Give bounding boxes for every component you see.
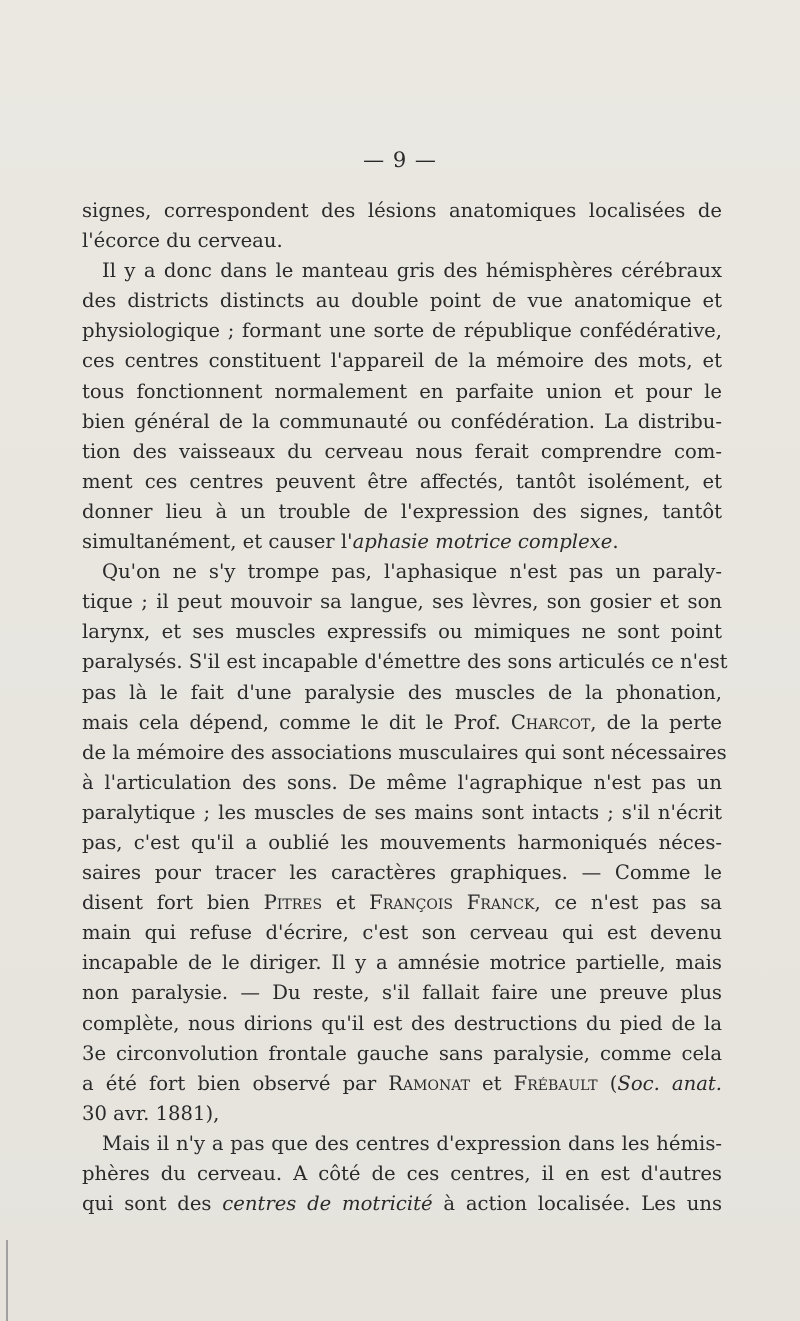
- page-edge-shadow: [6, 1240, 8, 1321]
- body-text: [82, 196, 728, 1219]
- text-line: 30 avr. 1881),: [82, 1101, 220, 1125]
- text-line: l'écorce du cerveau.: [82, 229, 283, 253]
- text-line: ment ces centres peuvent être affectés, tantôt isolément, et: [82, 469, 722, 493]
- text-line: saires pour tracer les caractères graphiques. — Comme le: [82, 861, 722, 885]
- text-line: signes, correspondent des lésions anatomiques localisées de: [82, 199, 722, 222]
- text-line: non paralysie. — Du reste, s'il fallait faire une preuve plus: [82, 981, 722, 1005]
- citation: Soc. anat.: [617, 1071, 722, 1095]
- text-line: paralytique ; les muscles de ses mains sont intacts ; s'il n'écrit: [82, 800, 722, 824]
- text-line: 3e circonvolution frontale gauche sans paralysie, comme cela: [82, 1041, 722, 1065]
- text-line: paralysés. S'il est incapable d'émettre des sons articulés ce n'est: [82, 650, 728, 674]
- paragraph-start-line: Il y a donc dans le manteau gris des hémisphères cérébraux: [102, 259, 722, 283]
- text-line: des districts distincts au double point de vue anatomique et: [82, 289, 722, 313]
- italic-term: centres de motricité: [222, 1192, 433, 1216]
- paragraph-start-line: Mais il n'y a pas que des centres d'expression dans les hémis-: [102, 1131, 722, 1155]
- text-line: ces centres constituent l'appareil de la mémoire des mots, et: [82, 349, 722, 373]
- text-line: simultanément, et causer l'aphasie motrice complexe.: [82, 530, 619, 554]
- text-line: de la mémoire des associations musculaires qui sont nécessaires: [82, 740, 727, 764]
- author-name: François Franck: [369, 891, 535, 915]
- author-name: Frébault: [513, 1071, 598, 1095]
- text-line: phères du cerveau. A côté de ces centres, il en est d'autres: [82, 1162, 722, 1185]
- text-line: a été fort bien observé par Ramonat et Frébault (Soc. anat.: [82, 1071, 722, 1095]
- italic-term: aphasie motrice complexe: [352, 530, 613, 554]
- text-line: tion des vaisseaux du cerveau nous ferait comprendre com-: [82, 439, 722, 463]
- text-line: main qui refuse d'écrire, c'est son cerveau qui est devenu: [82, 921, 722, 945]
- text-line: larynx, et ses muscles expressifs ou mimiques ne sont point: [82, 620, 722, 644]
- text-line: pas là le fait d'une paralysie des muscles de la phonation,: [82, 680, 722, 704]
- text-line: bien général de la communauté ou confédération. La distribu-: [82, 409, 722, 433]
- text-line: physiologique ; formant une sorte de république confédérative,: [82, 319, 722, 343]
- paragraph-start-line: Qu'on ne s'y trompe pas, l'aphasique n'est pas un paraly-: [102, 560, 722, 584]
- text-line: donner lieu à un trouble de l'expression des signes, tantôt: [82, 499, 722, 523]
- text-line: tique ; il peut mouvoir sa langue, ses lèvres, son gosier et son: [82, 590, 722, 614]
- text-line: pas, c'est qu'il a oublié les mouvements harmoniqués néces-: [82, 830, 722, 854]
- text-line: disent fort bien Pitres et François Franck, ce n'est pas sa: [82, 891, 722, 915]
- page-number: — 9 —: [363, 148, 437, 172]
- author-name: Ramonat: [388, 1071, 470, 1095]
- author-name: Pitres: [263, 891, 323, 915]
- text-line: qui sont des centres de motricité à action localisée. Les uns: [82, 1192, 722, 1216]
- text-line: tous fonctionnent normalement en parfaite union et pour le: [82, 379, 722, 403]
- text-line: complète, nous dirions qu'il est des destructions du pied de la: [82, 1011, 722, 1035]
- text-line: à l'articulation des sons. De même l'agraphique n'est pas un: [82, 770, 722, 794]
- text-line: mais cela dépend, comme le dit le Prof. Charcot, de la perte: [82, 710, 722, 734]
- author-name: Charcot: [510, 710, 591, 734]
- text-line: incapable de le diriger. Il y a amnésie motrice partielle, mais: [82, 951, 722, 975]
